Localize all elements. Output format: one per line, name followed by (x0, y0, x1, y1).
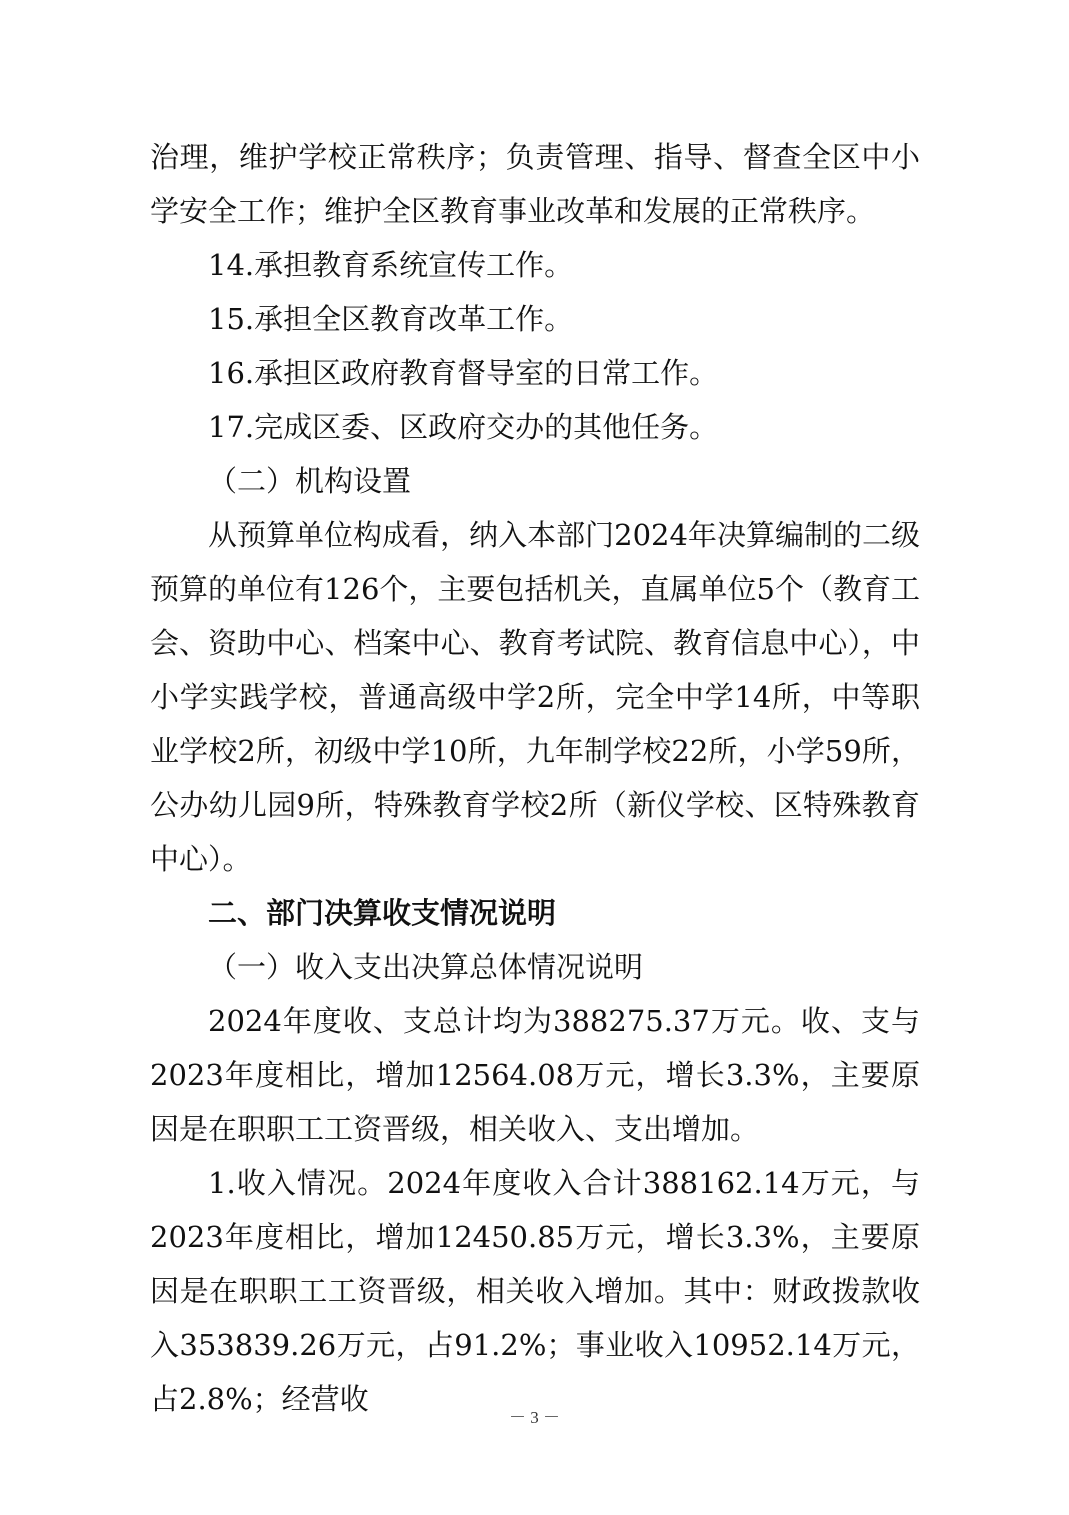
section-heading-revenue-expenditure: 二、部门决算收支情况说明 (208, 896, 557, 930)
list-item-14: 14.承担教育系统宣传工作。 (208, 248, 574, 282)
paragraph-income: 1.收入情况。2024年度收入合计388162.14万元，与2023年度相比，增加12450.85万元，增长3.3%，主要原因是在职职工工资晋级，相关收入增加。其中：财政拨款收入353839.26万元，占91.2%；事业收入10952.14万元，占2.8%；经营收 (150, 1166, 920, 1416)
paragraph-duties-continued: 治理，维护学校正常秩序；负责管理、指导、督查全区中小学安全工作；维护全区教育事业改革和发展的正常秩序。 (150, 140, 920, 228)
document-body (150, 130, 920, 1426)
list-item-17: 17.完成区委、区政府交办的其他任务。 (208, 410, 719, 444)
paragraph-totals: 2024年度收、支总计均为388275.37万元。收、支与2023年度相比，增加12564.08万元，增长3.3%，主要原因是在职职工工资晋级，相关收入、支出增加。 (150, 1004, 920, 1146)
subheading-organization: （二）机构设置 (208, 464, 412, 498)
paragraph-budget-units: 从预算单位构成看，纳入本部门2024年决算编制的二级预算的单位有126个，主要包括机关，直属单位5个（教育工会、资助中心、档案中心、教育考试院、教育信息中心），中小学实践学校，普通高级中学2所，完全中学14所，中等职业学校2所，初级中学10所，九年制学校22所，小学59所，公办幼儿园9所，特殊教育学校2所（新仪学校、区特殊教育中心）。 (150, 518, 920, 876)
list-item-16: 16.承担区政府教育督导室的日常工作。 (208, 356, 719, 390)
subheading-overall: （一）收入支出决算总体情况说明 (208, 950, 644, 984)
page-number: － 3 － (509, 1408, 560, 1427)
list-item-15: 15.承担全区教育改革工作。 (208, 302, 574, 336)
